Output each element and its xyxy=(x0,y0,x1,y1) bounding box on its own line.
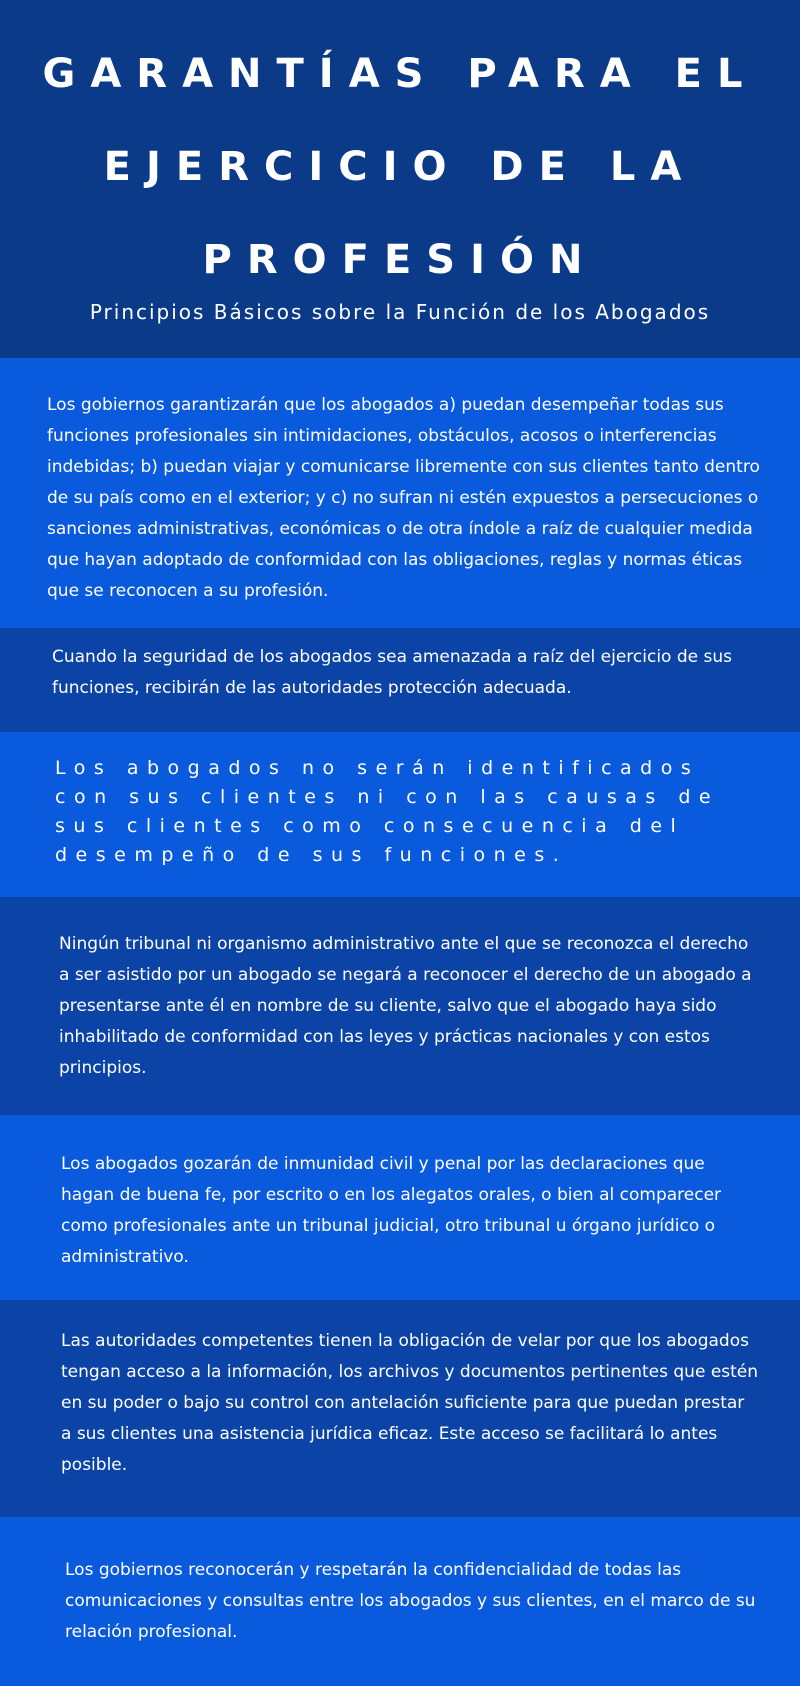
section-freedom-of-practice xyxy=(0,358,800,628)
title-line: PROFESIÓN xyxy=(202,237,598,283)
section-non-identification xyxy=(0,732,800,897)
title-line: EJERCICIO DE LA xyxy=(103,144,697,190)
page-title xyxy=(0,28,800,307)
section-security-protection xyxy=(0,628,800,732)
section-right-of-audience xyxy=(0,897,800,1115)
section-text: Ningún tribunal ni organismo administrativo ante el que se reconozca el derecho a ser asistido por un abogado se negará a reconocer el derecho de un abogado a presentarse ante él en nombre de su cliente, salvo que el abogado haya sido inhabilitado de conformidad con las leyes y prácticas nacionales y con estos principios. xyxy=(59,934,752,1078)
section-text: Las autoridades competentes tienen la obligación de velar por que los abogados tengan acceso a la información, los archivos y documentos pertinentes que estén en su poder o bajo su control con antelación suficiente para que puedan prestar a sus clientes una asistencia jurídica eficaz. Este acceso se facilitará lo antes posible. xyxy=(61,1331,759,1475)
section-confidentiality xyxy=(0,1517,800,1686)
section-access-to-information xyxy=(0,1300,800,1517)
section-text: Los abogados no serán identificados con sus clientes ni con las causas de sus clientes como consecuencia del desempeño de sus funciones. xyxy=(55,757,720,866)
section-text: Cuando la seguridad de los abogados sea amenazada a raíz del ejercicio de sus funciones, recibirán de las autoridades protección adecuada. xyxy=(52,647,732,698)
section-text: Los abogados gozarán de inmunidad civil y penal por las declaraciones que hagan de buena fe, por escrito o en los alegatos orales, o bien al comparecer como profesionales ante un tribunal judicial, otro tribunal u órgano jurídico o administrativo. xyxy=(61,1154,722,1267)
section-text: Los gobiernos reconocerán y respetarán la confidencialidad de todas las comunicaciones y consultas entre los abogados y sus clientes, en el marco de su relación profesional. xyxy=(65,1560,756,1642)
header-banner xyxy=(0,0,800,358)
section-immunity xyxy=(0,1115,800,1300)
section-text: Los gobiernos garantizarán que los abogados a) puedan desempeñar todas sus funciones profesionales sin intimidaciones, obstáculos, acosos o interferencias indebidas; b) puedan viajar y comunicarse libremente con sus clientes tanto dentro de su país como en el exterior; y c) no sufran ni estén expuestos a persecuciones o sanciones administrativas, económicas o de otra índole a raíz de cualquier medida que hayan adoptado de conformidad con las obligaciones, reglas y normas éticas que se reconocen a su profesión. xyxy=(47,395,760,601)
title-line: GARANTÍAS PARA EL xyxy=(42,51,758,97)
page-subtitle: Principios Básicos sobre la Función de los Abogados xyxy=(89,300,711,324)
